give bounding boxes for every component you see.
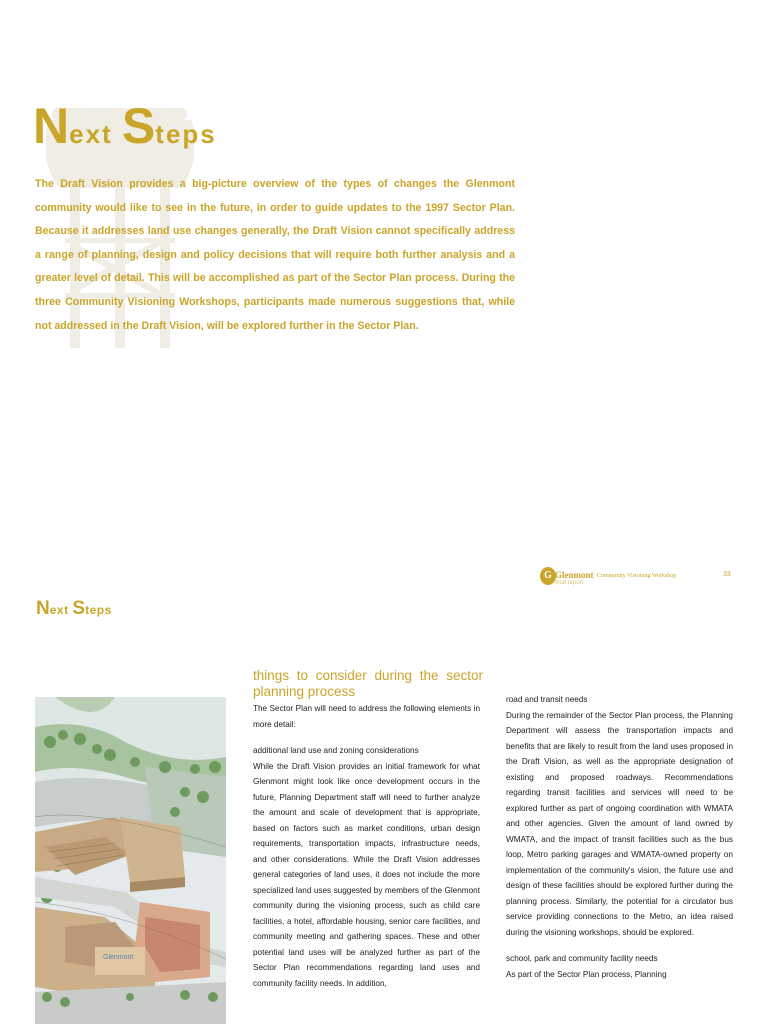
section-heading: things to consider during the sector planning process [253,668,483,699]
section-initial-n: N [36,598,50,619]
column-2-subhead-school-park: school, park and community facility needs [506,954,658,963]
section-initial-s: S [72,598,86,619]
column-2-body-road-transit: During the remainder of the Sector Plan process, the Planning Department will assess the transportation impacts and benefits that are likely to result from the land uses proposed in the Draft Vision, as well as the appropriate designation of existing and proposed roadways. Recommendations regarding transit facilities and services will need to be explored further as part of ongoing coordination with WMATA and other agencies. Given the amount of land owned by WMATA, and the impact of transit facilities such as the bus loop, Metro parking garages and WMATA-owned property on implementation of the community's vision, the future use and design of these facilities should be explored further during the planning process. Similarly, the potential for a circulator bus service providing connections to the Metro, an idea raised during the visioning workshops, should be explored. [506,710,733,937]
section-rest-teps: teps [85,603,112,617]
page-title [33,97,217,155]
column-2-body-school-park: As part of the Sector Plan process, Planning [506,969,667,979]
column-1 [253,701,480,991]
logo-subtitle: final report [555,580,584,586]
spacer [253,732,480,743]
glenmont-logo-mark-icon: G [540,567,556,585]
column-2-subhead-road-transit: road and transit needs [506,695,588,704]
section-rest-ext: ext [49,603,73,617]
aerial-sketch-illustration [35,697,226,1024]
column-2 [506,692,733,982]
title-initial-s: S [121,98,156,154]
column-1-intro: The Sector Plan will need to address the following elements in more detail: [253,704,480,729]
section-title [36,598,112,620]
page-number: 33 [723,571,731,578]
column-1-body: While the Draft Vision provides an initial framework for what Glenmont might look like once development occurs in the future, Planning Department staff will need to further analyze the amount and scale of development that is appropriate, based on factors such as market conditions, urban design requirements, transportation impacts, infrastructure needs, and other considerations. While the Draft Vision addresses general categories of land uses, it does not include the more specialized land uses suggested by members of the Glenmont community during the visioning process, such as child care facilities, a hotel, affordable housing, senior care facilities, and community meeting and gathering spaces. These and other potential land uses will be analyzed further as part of the Sector Plan recommendations regarding land uses and community facility needs. In addition, [253,761,480,988]
illustration-sign-text: Glenmont [103,954,134,961]
intro-paragraph: The Draft Vision provides a big-picture overview of the types of changes the Glenmont community would like to see in the future, in order to guide updates to the 1997 Sector Plan. Because it addresses land use changes generally, the Draft Vision cannot specifically address a range of planning, design and policy decisions that will require both further analysis and a greater level of detail. This will be accomplished as part of the Sector Plan process. During the three Community Visioning Workshops, participants made numerous suggestions that, while not addressed in the Draft Vision, will be explored further in the Sector Plan. [35,178,515,332]
logo-name: Glenmont [555,570,594,580]
glenmont-logo [540,566,720,588]
title-initial-n: N [33,98,70,154]
column-1-subhead: additional land use and zoning considerations [253,746,419,755]
title-rest-teps: teps [155,119,217,149]
logo-tagline: Community Visioning Workshop [597,573,677,579]
title-rest-ext: ext [69,119,122,149]
spacer [506,940,733,951]
